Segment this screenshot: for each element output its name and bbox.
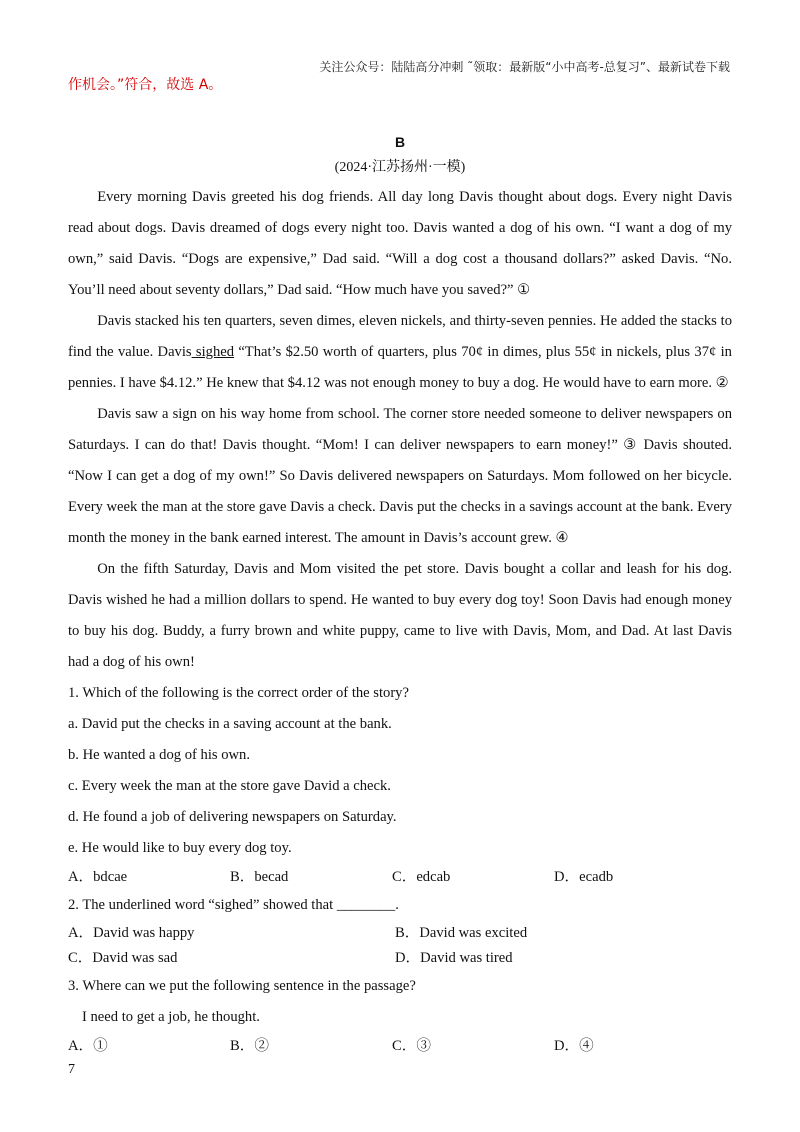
question-3-option-c: C．③ xyxy=(392,1038,431,1054)
passage-paragraph-4: On the fifth Saturday, Davis and Mom visited the pet store. Davis bought a collar and leash for his dog. Davis wished he had a million dollars to spend. He wanted to buy every dog toy! Soon Davis had enough money to buy his dog. Buddy, a furry brown and white puppy, came to live with Davis, Mom, and Dad. At last Davis had a dog of his own! xyxy=(68,561,732,670)
question-2-option-b: B．David was excited xyxy=(395,925,528,941)
question-1-stem: 1. Which of the following is the correct order of the story? xyxy=(68,685,409,701)
question-2-option-a: A．David was happy xyxy=(68,925,195,941)
question-2-option-c: C．David was sad xyxy=(68,950,178,966)
underlined-word-sighed: sighed xyxy=(191,344,235,360)
paragraph-2-text-after: “That’s $2.50 worth of quarters, plus 70¢ in dimes, plus 55¢ in nickels, plus 37¢ in pennies. I have $4.12.” He knew that $4.12 was not enough money to buy a dog. He would have to earn more. ② xyxy=(68,344,732,391)
previous-answer-tail: 作机会。”符合，故选 A。 xyxy=(68,77,223,93)
header-promo-note: 关注公众号：陆陆高分冲刺 ˜领取：最新版“小中高考-总复习”、最新试卷下载 xyxy=(319,60,730,74)
question-1-item-c: c. Every week the man at the store gave David a check. xyxy=(68,778,391,794)
question-1-option-a: A．bdcae xyxy=(68,869,128,885)
question-2-options-row-2 xyxy=(68,946,732,971)
question-1-item-a: a. David put the checks in a saving account at the bank. xyxy=(68,716,392,732)
question-2-options-row-1 xyxy=(68,921,732,946)
passage-paragraph-2 xyxy=(68,306,732,399)
paragraph-2-text-before: Davis stacked his ten quarters, seven dimes, eleven nickels, and thirty-seven pennies. He added the stacks to find the value. Davis xyxy=(68,313,732,360)
question-2-option-d: D．David was tired xyxy=(395,950,513,966)
question-3-options xyxy=(68,1033,732,1059)
page-content xyxy=(68,130,732,1059)
section-title: B xyxy=(394,134,406,150)
question-3-option-b: B．② xyxy=(230,1038,269,1054)
page-number: 7 xyxy=(68,1062,75,1077)
passage-paragraph-1: Every morning Davis greeted his dog friends. All day long Davis thought about dogs. Every night Davis read about dogs. Davis dreamed of dogs every night too. Davis wanted a dog of his own. “I want a dog of my own,” said Davis. “Dogs are expensive,” Dad said. “Will a dog cost a thousand dollars?” asked Davis. “No. You’ll need about seventy dollars,” Dad said. “How much have you saved?” ① xyxy=(68,189,732,298)
question-1-option-c: C．edcab xyxy=(392,869,451,885)
question-1-option-b: B．becad xyxy=(230,869,289,885)
question-1-item-e: e. He would like to buy every dog toy. xyxy=(68,840,292,856)
question-3-stem: 3. Where can we put the following sentence in the passage? xyxy=(68,978,416,994)
passage-paragraph-3: Davis saw a sign on his way home from school. The corner store needed someone to deliver newspapers on Saturdays. I can do that! Davis thought. “Mom! I can deliver newspapers to earn money!” ③ Davis shouted. “Now I can get a dog of my own!” So Davis delivered newspapers on Saturdays. Mom followed on her bicycle. Every week the man at the store gave Davis a check. Davis put the checks in a savings account at the bank. Every month the money in the bank earned interest. The amount in Davis’s account grew. ④ xyxy=(68,406,732,546)
question-1-options xyxy=(68,864,732,890)
question-3-option-d: D．④ xyxy=(554,1038,594,1054)
question-1-item-b: b. He wanted a dog of his own. xyxy=(68,747,250,763)
question-3-sentence: I need to get a job, he thought. xyxy=(82,1009,260,1025)
question-2-stem: 2. The underlined word “sighed” showed that ________. xyxy=(68,897,399,913)
question-1-item-d: d. He found a job of delivering newspapers on Saturday. xyxy=(68,809,397,825)
question-1-option-d: D．ecadb xyxy=(554,869,614,885)
question-3-option-a: A．① xyxy=(68,1038,108,1054)
source-label: (2024·江苏扬州·一模) xyxy=(334,160,466,175)
